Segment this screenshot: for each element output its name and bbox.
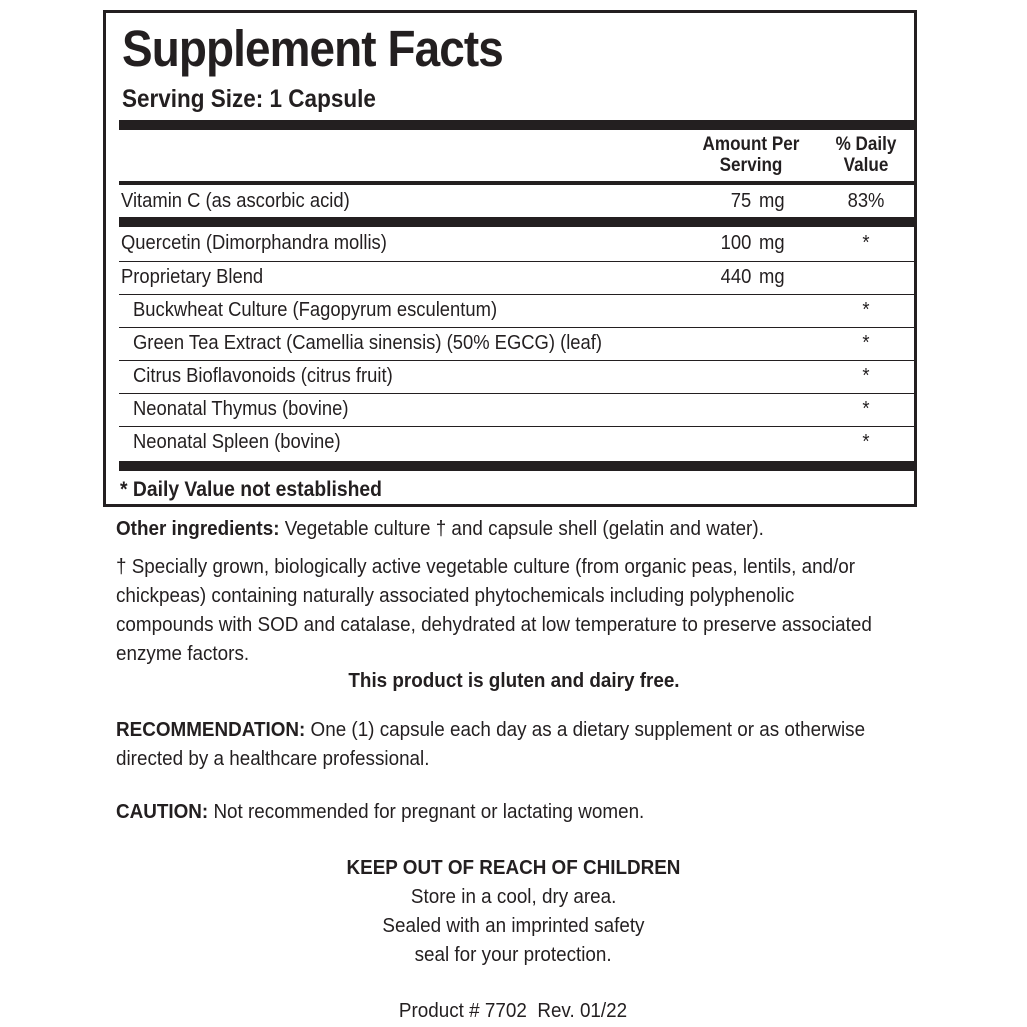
- nutrient-dv: *: [862, 232, 870, 254]
- recommendation-text: directed by a healthcare professional.: [116, 747, 430, 770]
- panel-title: Supplement Facts: [122, 20, 503, 77]
- culture-note: [116, 552, 916, 668]
- table-row: [119, 227, 914, 260]
- header-amount-line1: Amount Per: [702, 134, 800, 155]
- nutrient-amount: 75: [730, 190, 751, 212]
- caution-text: Not recommended for pregnant or lactating women.: [208, 800, 645, 823]
- culture-note-line: compounds with SOD and catalase, dehydrated at low temperature to preserve associated: [116, 613, 872, 636]
- culture-note-line: enzyme factors.: [116, 642, 250, 665]
- nutrient-unit: mg: [759, 232, 785, 254]
- table-row: [119, 426, 914, 459]
- culture-note-line: chickpeas) containing naturally associated phytochemicals including polyphenolic: [116, 584, 795, 607]
- nutrient-dv: 83%: [847, 190, 885, 212]
- nutrient-amount: 100: [720, 232, 751, 254]
- table-row: [119, 294, 914, 327]
- nutrient-dv: *: [862, 365, 870, 387]
- nutrient-unit: mg: [759, 266, 785, 288]
- product-code-text: Product # 7702 Rev. 01/22: [399, 999, 628, 1022]
- table-row: [119, 185, 914, 218]
- other-ingredients-text: Vegetable culture † and capsule shell (gelatin and water).: [279, 517, 764, 540]
- header-amount-line2: Serving: [719, 155, 783, 176]
- keep-out-of-reach-heading: KEEP OUT OF REACH OF CHILDREN: [346, 856, 681, 879]
- product-code: [0, 996, 1027, 1025]
- caution-label: CAUTION:: [116, 800, 209, 823]
- other-ingredients-label: Other ingredients:: [116, 517, 280, 540]
- header-dv-line2: Value: [843, 155, 889, 176]
- recommendation-label: RECOMMENDATION:: [116, 718, 306, 741]
- table-row: [119, 261, 914, 294]
- storage-block: [0, 853, 1027, 969]
- nutrient-dv: *: [862, 431, 870, 453]
- daily-value-footnote: * Daily Value not established: [120, 478, 382, 501]
- gluten-note-text: This product is gluten and dairy free.: [347, 669, 680, 692]
- table-row: [119, 360, 914, 393]
- nutrient-name: Vitamin C (as ascorbic acid): [121, 190, 350, 212]
- nutrient-name: Buckwheat Culture (Fagopyrum esculentum): [133, 299, 498, 321]
- storage-line: Sealed with an imprinted safety: [382, 914, 645, 937]
- serving-size: Serving Size: 1 Capsule: [122, 85, 376, 113]
- other-ingredients: [116, 514, 916, 543]
- nutrient-name: Neonatal Thymus (bovine): [133, 398, 349, 420]
- nutrient-dv: *: [862, 332, 870, 354]
- thick-divider-middle: [119, 217, 914, 227]
- nutrient-amount: 440: [720, 266, 751, 288]
- nutrient-name: Green Tea Extract (Camellia sinensis) (50% EGCG) (leaf): [133, 332, 603, 354]
- nutrient-unit: mg: [759, 190, 785, 212]
- storage-line: Store in a cool, dry area.: [410, 885, 617, 908]
- thick-divider-top: [119, 120, 914, 130]
- thick-divider-bottom: [119, 461, 914, 471]
- supplement-facts-panel: [103, 10, 917, 507]
- header-dv-line1: % Daily: [835, 134, 897, 155]
- nutrient-dv: *: [862, 398, 870, 420]
- gluten-dairy-free-note: [0, 666, 1027, 695]
- recommendation-text: One (1) capsule each day as a dietary supplement or as otherwise: [305, 718, 866, 741]
- nutrient-name: Neonatal Spleen (bovine): [133, 431, 341, 453]
- table-row: [119, 393, 914, 426]
- culture-note-line: † Specially grown, biologically active vegetable culture (from organic peas, lentils, and/or: [116, 555, 856, 578]
- nutrient-name: Citrus Bioflavonoids (citrus fruit): [133, 365, 393, 387]
- header-daily-value: [826, 134, 907, 176]
- nutrient-name: Quercetin (Dimorphandra mollis): [121, 232, 387, 254]
- table-row: [119, 327, 914, 360]
- recommendation: [116, 715, 916, 773]
- nutrient-dv: *: [862, 299, 870, 321]
- storage-line: seal for your protection.: [414, 943, 613, 966]
- caution: [116, 797, 916, 826]
- nutrient-name: Proprietary Blend: [121, 266, 264, 288]
- header-amount-per-serving: [697, 134, 805, 176]
